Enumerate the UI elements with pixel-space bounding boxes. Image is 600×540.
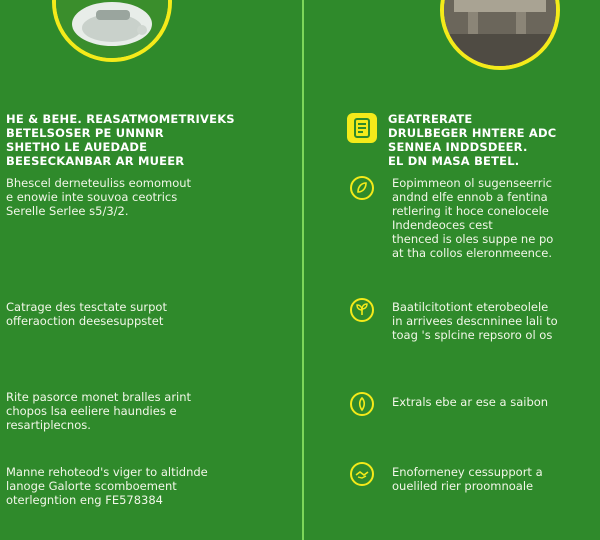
left-block4 bbox=[6, 465, 208, 507]
left-body-line: resartiplecnos. bbox=[6, 418, 91, 432]
document-badge bbox=[347, 113, 377, 143]
left-heading-line: BEESECKANBAR AR MUEER bbox=[6, 154, 185, 168]
ring-icon-1 bbox=[350, 176, 374, 200]
right-body-line: Indendeoces cest bbox=[392, 218, 493, 232]
left-body-line: Rite pasorce monet bralles arint bbox=[6, 390, 192, 404]
document-badge-icon bbox=[347, 113, 377, 143]
sprout-icon bbox=[352, 300, 372, 320]
right-column bbox=[304, 0, 600, 540]
right-heading-line: DRULBEGER HNTERE ADC bbox=[388, 126, 557, 140]
ring-icon-4 bbox=[350, 462, 374, 486]
right-block1-body bbox=[392, 176, 553, 260]
right-body-line: Baatilcitotiont eterobeolele bbox=[392, 300, 549, 314]
right-block3 bbox=[392, 395, 548, 409]
left-heading-line: HE & BEHE. REASATMOMETRIVEKS bbox=[6, 112, 235, 126]
right-body-line: toag 's splcine repsoro ol os bbox=[392, 328, 553, 342]
left-heading-line: SHETHO LE AUEDADE bbox=[6, 140, 148, 154]
right-body-line: Eopimmeon ol sugenseerric bbox=[392, 176, 553, 190]
left-body-line: e enowie inte souvoa ceotrics bbox=[6, 190, 178, 204]
right-body-line: Extrals ebe ar ese a saibon bbox=[392, 395, 549, 409]
right-body-line: Enoforneney cessupport a bbox=[392, 465, 543, 479]
right-heading-line: EL DN MASA BETEL. bbox=[388, 154, 520, 168]
ring-icon-2 bbox=[350, 298, 374, 322]
left-body-line: chopos lsa eeliere haundies e bbox=[6, 404, 177, 418]
left-body-line: Catrage des tesctate surpot bbox=[6, 300, 167, 314]
left-body-line: Serelle Serlee s5/3/2. bbox=[6, 204, 129, 218]
right-body-line: thenced is oles suppe ne po bbox=[392, 232, 554, 246]
left-block2 bbox=[6, 300, 167, 328]
left-block3 bbox=[6, 390, 191, 432]
left-body-line: Bhescel derneteuliss eomomout bbox=[6, 176, 192, 190]
left-heading bbox=[6, 112, 235, 168]
leaf-icon bbox=[352, 394, 372, 414]
right-body-line: oueliled rier proomnoale bbox=[392, 479, 534, 493]
left-body-line: oterlegntion eng FE578384 bbox=[6, 493, 163, 507]
right-heading-line: GEATRERATE bbox=[388, 112, 473, 126]
right-body-line: andnd elfe ennob a fentina bbox=[392, 190, 548, 204]
left-body-line: offeraoction deesesuppstet bbox=[6, 314, 164, 328]
right-heading-line: SENNEA INDDSDEER. bbox=[388, 140, 528, 154]
right-heading bbox=[388, 112, 556, 168]
left-block1-body bbox=[6, 176, 191, 218]
left-body-line: lanoge Galorte scomboement bbox=[6, 479, 177, 493]
leaf-icon bbox=[352, 178, 372, 198]
right-body-line: in arrivees descnninee lali to bbox=[392, 314, 558, 328]
ring-icon-3 bbox=[350, 392, 374, 416]
left-body-line: Manne rehoteod's viger to altidnde bbox=[6, 465, 208, 479]
left-heading-line: BETELSOSER PE UNNNR bbox=[6, 126, 164, 140]
right-body-line: retlering it hoce conelocele bbox=[392, 204, 549, 218]
right-body-line: at tha collos eleronmeence. bbox=[392, 246, 552, 260]
handshake-icon bbox=[352, 464, 372, 484]
right-block4 bbox=[392, 465, 543, 493]
right-block2 bbox=[392, 300, 558, 342]
